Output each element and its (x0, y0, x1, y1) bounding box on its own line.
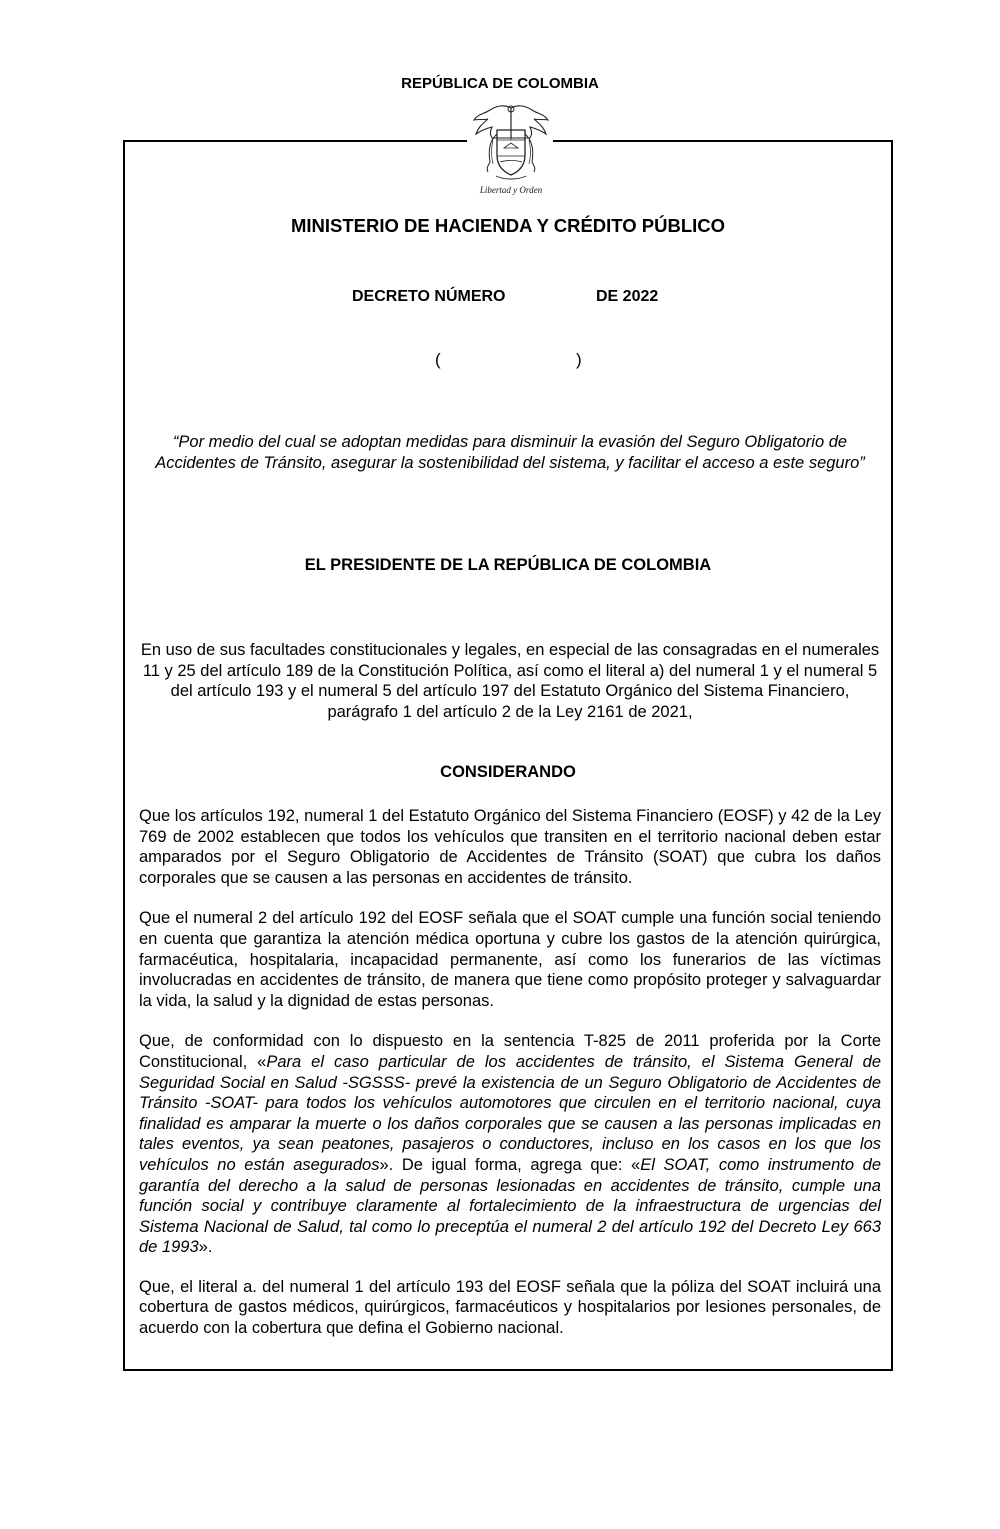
seal-motto: Libertad y Orden (479, 185, 543, 195)
coat-of-arms-seal (466, 100, 556, 200)
consideration-paragraph-3 (139, 1031, 881, 1258)
republic-heading: REPÚBLICA DE COLOMBIA (401, 75, 599, 92)
decree-number-label: DECRETO NÚMERO (352, 288, 506, 305)
p3-quote-1: Para el caso particular de los accidentes de tránsito, el Sistema General de Seguridad Social en Salud -SGSSS- prevé la existencia de un Seguro Obligatorio de Accidentes de Tránsito -SOAT- para todos los vehículos automotores que circulen en el territorio nacional, cuya finalidad es amparar la muerte o los daños corporales que se causen a las personas implicadas en tales eventos, ya sean peatones, pasajeros o conductores, incluso en los casos en los que los vehículos no están asegurados (139, 1052, 881, 1174)
p3-text-a: Que, de conformidad con lo dispuesto en la sentencia T-825 de 2011 proferida por la Corte Constitucional, « (139, 1032, 881, 1071)
ministry-heading: MINISTERIO DE HACIENDA Y CRÉDITO PÚBLICO (290, 215, 726, 236)
consideration-paragraph-4: Que, el literal a. del numeral 1 del artículo 193 del EOSF señala que la póliza del SOAT incluirá una cobertura de gastos médicos, quirúrgicos, farmacéuticos y hospitalarios por lesiones personales, de acuerdo con la cobertura que defina el Gobierno nacional. (139, 1277, 881, 1338)
date-paren-open: ( (435, 350, 441, 369)
p3-text-c: ». (198, 1238, 213, 1257)
decree-year-label: DE 2022 (596, 288, 659, 305)
consideration-paragraph-2: Que el numeral 2 del artículo 192 del EOSF señala que el SOAT cumple una función social teniendo en cuenta que garantiza la atención médica oportuna y cubre los gastos de la atención quirúrgica, farmacéutica, hospitalaria, incapacidad permanente, así como los funerarios de las víctimas involucradas en accidentes de tránsito, de manera que tiene como propósito proteger y salvaguardar la vida, la salud y la dignidad de estas personas. (139, 909, 881, 1010)
decree-title: “Por medio del cual se adoptan medidas para disminuir la evasión del Seguro Obligatorio de Accidentes de Tránsito, asegurar la sostenibilidad del sistema, y facilitar el acceso a este seguro” (155, 433, 865, 472)
date-paren-close: ) (576, 350, 582, 369)
president-heading: EL PRESIDENTE DE LA REPÚBLICA DE COLOMBIA (304, 556, 712, 574)
p3-text-b: ». De igual forma, agrega que: « (379, 1155, 641, 1174)
powers-paragraph: En uso de sus facultades constitucionales y legales, en especial de las consagradas en el numerales 11 y 25 del artículo 189 de la Constitución Política, así como el literal a) del numeral 1 y el numeral 5 del artículo 193 y el numeral 5 del artículo 197 del Estatuto Orgánico del Sistema Financiero, parágrafo 1 del artículo 2 de la Ley 2161 de 2021, (140, 641, 880, 721)
considerations-body (139, 806, 881, 1359)
consideration-paragraph-1: Que los artículos 192, numeral 1 del Estatuto Orgánico del Sistema Financiero (EOSF) y 42 de la Ley 769 de 2002 establecen que todos los vehículos que transiten en el territorio nacional deben estar amparados por el Seguro Obligatorio de Accidentes de Tránsito (SOAT) que cubra los daños corporales que se causen a las personas en accidentes de tránsito. (139, 807, 881, 887)
p3-quote-2: El SOAT, como instrumento de garantía del derecho a la salud de personas lesionadas en accidentes de tránsito, cumple una función social y contribuye claramente al fortalecimiento de la infraestructura de urgencias del Sistema Nacional de Salud, tal como lo preceptúa el numeral 2 del artículo 192 del Decreto Ley 663 de 1993 (139, 1155, 881, 1257)
considerando-heading: CONSIDERANDO (440, 763, 576, 781)
